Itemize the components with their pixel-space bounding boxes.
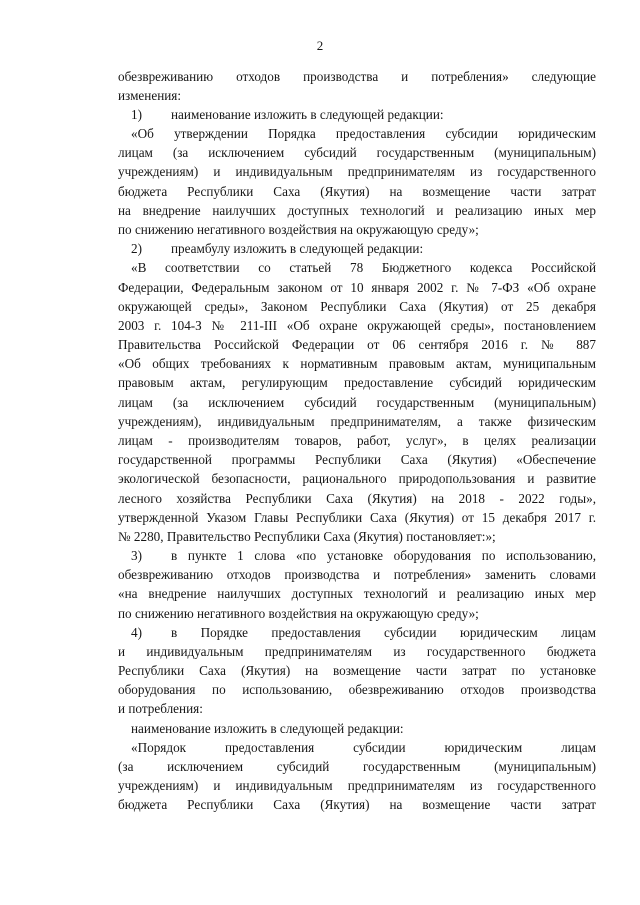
text-line: (за исключением субсидий государственным (муниципальным) <box>118 759 596 774</box>
numbered-item <box>131 106 596 123</box>
text-line: «на внедрение наилучших доступных технологий и реализацию иных мер <box>118 586 596 602</box>
text-line: экологической безопасности, рационального природопользования и развитие <box>118 471 596 487</box>
text-line: на внедрение наилучших доступных технологий и реализацию иных мер <box>118 202 596 218</box>
text-line: учреждениям) и индивидуальным предпринимателям из государственного <box>118 164 596 180</box>
text-line: окружающей среды», Законом Республики Саха (Якутия) от 25 декабря <box>118 298 596 314</box>
text-line: «В соответствии со статьей 78 Бюджетного кодекса Российской <box>131 260 596 276</box>
text-line: учреждениям), индивидуальным предпринимателям, а также физическим <box>118 413 596 429</box>
text-line: 2003 г. 104-З № 211-III «Об охране окружающей среды», постановлением <box>118 317 596 333</box>
text-line: по снижению негативного воздействия на окружающую среду»; <box>118 221 479 237</box>
text-line: по снижению негативного воздействия на окружающую среду»; <box>118 605 479 621</box>
text-line: лицам (за исключением субсидий государственным (муниципальным) <box>118 145 596 161</box>
text-line: бюджета Республики Саха (Якутия) на возмещение части затрат <box>118 797 596 813</box>
item-text: в пункте 1 слова «по установке оборудования по использованию, <box>171 548 596 563</box>
text-line: и потребления: <box>118 701 203 717</box>
text-line: лицам (за исключением субсидий государственным (муниципальным) <box>118 394 596 410</box>
text-line: бюджета Республики Саха (Якутия) на возмещение части затрат <box>118 183 596 199</box>
item-number: 1) <box>131 106 142 122</box>
text-line: учреждениям) и индивидуальным предпринимателям из государственного <box>118 778 596 794</box>
text-line: «Об утверждении Порядка предоставления субсидии юридическим <box>131 126 596 141</box>
text-line: лицам - производителям товаров, работ, услуг», в целях реализации <box>118 432 596 448</box>
item-number: 4) <box>131 624 142 640</box>
item-text: в Порядке предоставления субсидии юридическим лицам <box>171 624 596 640</box>
text-line: «Порядок предоставления субсидии юридическим лицам <box>131 739 596 755</box>
text-line: государственной программы Республики Саха (Якутия) «Обеспечение <box>118 452 596 468</box>
item-text: наименование изложить в следующей редакции: <box>171 106 444 122</box>
item-number: 2) <box>131 241 142 257</box>
text-line: Правительства Российской Федерации от 06 сентября 2016 г. № 887 <box>118 337 596 352</box>
numbered-item <box>131 240 596 257</box>
numbered-item <box>131 547 596 564</box>
text-line: и индивидуальным предпринимателям из государственного бюджета <box>118 643 596 659</box>
numbered-item <box>131 624 596 641</box>
text-line: № 2280, Правительство Республики Саха (Якутия) постановляет:»; <box>118 528 496 544</box>
item-text: преамбулу изложить в следующей редакции: <box>171 241 424 257</box>
item-number: 3) <box>131 548 142 563</box>
text-line: лесного хозяйства Республики Саха (Якутия) на 2018 - 2022 годы», <box>118 490 596 506</box>
text-line: обезвреживанию отходов производства и потребления» следующие <box>118 68 596 84</box>
text-line: наименование изложить в следующей редакции: <box>131 720 404 736</box>
text-line: Федерации, Федеральным законом от 10 января 2002 г. № 7-ФЗ «Об охране <box>118 279 596 295</box>
text-line: обезвреживанию отходов производства и потребления» заменить словами <box>118 567 596 583</box>
page-number: 2 <box>316 38 324 53</box>
text-line: правовым актам, регулирующим предоставление субсидий юридическим <box>118 375 596 391</box>
text-line: утвержденной Указом Главы Республики Саха (Якутия) от 15 декабря 2017 г. <box>118 509 596 525</box>
text-line: изменения: <box>118 87 182 103</box>
text-line: «Об общих требованиях к нормативным правовым актам, муниципальным <box>118 356 596 372</box>
text-line: оборудования по использованию, обезвреживанию отходов производства <box>118 682 596 698</box>
text-line: Республики Саха (Якутия) на возмещение части затрат по установке <box>118 663 596 679</box>
